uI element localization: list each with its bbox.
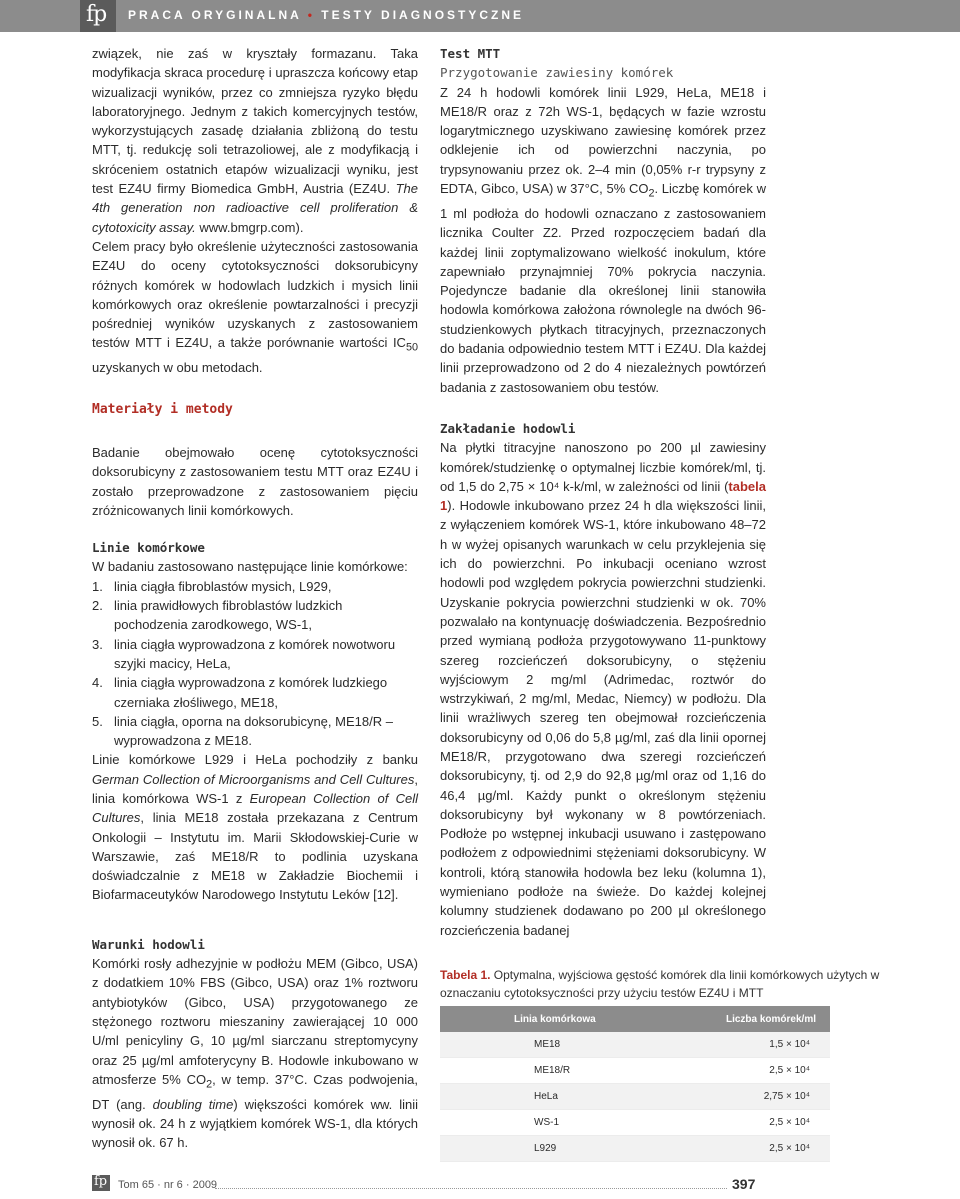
paragraph: Na płytki titracyjne nanoszono po 200 µl zawiesiny komórek/studzienkę o optymalnej liczbie komórek/ml, tj. od 1,5 do 2,75 × 10⁴ k-k/ml, w zależności od linii (tabela 1). Hodowle inkubowano przez 24 h dla większości linii, z wyłączeniem komórek WS-1, które inkubowano 48–72 h w wyżej opisanych warunkach w celu przyklejenia się ich do powierzchni. Po inkubacji oceniano wzrost hodowli pod względem pokrycia powierzchni studzienki. Uzyskanie pokrycia powierzchni studzienki w ok. 70% pozwalało na kontynuację doświadczenia. Bezpośrednio przed wymianą podłoża przygotowywano 11-punktowy szereg rozcieńczeń doksorubicyny, o stężeniu wyjściowym 2 mg/ml (Adrimedac, roztwór do wstrzykiwań, 2 mg/ml, Medac, Niemcy) w podłożu. Dla linii wrażliwych szereg ten obejmował rozcieńczenia doksorubicyny od 0,06 do 5,8 µg/ml, zaś dla linii opornej ME18/R, przygotowano dwa szeregi rozcieńczeń doksorubicyny, tj. od 2,9 do 92,8 µg/ml oraz od 1,16 do 46,4 µg/ml. Każdy punkt o określonym stężeniu doksorubicyny był wykonany w 8 powtórzeniach. Podłoże po wstępnej inkubacji usuwano i zastępowano podłożem z odpowiednimi stężeniami doksorubicyny. W kontroli, którą stanowiła hodowla bez leku (kolumna 1), wymieniano podłoże na świeże. Do każdej kolejnej kolumny studzienek dodawano po 200 µl określonego rozcieńczenia badanej [440, 440, 766, 938]
section-heading-mtt: Test MTT [440, 46, 501, 61]
page-number: 397 [732, 1176, 756, 1192]
left-column [92, 44, 418, 1153]
subheading-suspension: Przygotowanie zawiesiny komórek [440, 65, 674, 81]
paragraph: Z 24 h hodowli komórek linii L929, HeLa, ME18 i ME18/R oraz z 72h WS-1, będących w fazie wzrostu logarytmicznego uzyskiwano zawiesinę komórek przez odklejenie ich od powierzchni naczynia, po trypsynowaniu przez ok. 2–4 min (0,05% r-r trypsyny z EDTA, Gibco, USA) w 37°C, 5% $CO_2$. Liczbę komórek w 1 ml podłoża do hodowli oznaczano z zastosowaniem licznika Coulter Z2. Przed rozpoczęciem badań dla każdej linii zoptymalizowano wielkość inokulum, które zapewniało przynajmniej 70% pokrycia naczynia. Pojedyncze badanie dla określonej linii stanowiła hodowla komórkowa założona równolegle na dwóch 96-studzienkowych płytkach titracyjnych, przeznaczonych do badania odpowiednio testem MTT i EZ4U. Dla każdej linii przeprowadzono od 2 do 4 niezależnych powtórzeń badania z zastosowaniem obu testów. [440, 84, 766, 395]
table-header-row [440, 1006, 830, 1032]
column-header: Liczba komórek/ml [674, 1006, 830, 1032]
column-header: Linia komórkowa [440, 1006, 674, 1032]
table-row: ME18 1,5 × 10⁴ [440, 1032, 830, 1058]
section-heading-cell-lines: Linie komórkowe [92, 540, 205, 556]
right-column [440, 44, 766, 940]
journal-issue: Tom 65 · nr 6 · 2009 [118, 1179, 218, 1191]
list-item: 2. linia prawidłowych fibroblastów ludzkich pochodzenia zarodkowego, WS-1, [92, 598, 343, 633]
paragraph: związek, nie zaś w kryształy formazanu. Taka modyfikacja skraca procedurę i upraszcza końcowy etap wizualizacji wyników, przez co zmniejsza ryzyko błędu laboratoryjnego. Jednym z takich komercyjnych testów, wykorzystujących zasadę działania zbliżoną do testu MTT, tj. redukcję soli tetrazoliowej, ale z modyfikacją i skróceniem ostatnich etapów wizualizacji wyniku, jest test EZ4U firmy Biomedica GmbH, Austria (EZ4U. The 4th generation non radioactive cell proliferation & cytotoxicity assay. www.bmgrp.com). [92, 46, 418, 235]
section-title: PRACA ORYGINALNA • TESTY DIAGNOSTYCZNE [128, 8, 525, 22]
paragraph: W badaniu zastosowano następujące linie komórkowe: [92, 559, 408, 575]
paragraph: Celem pracy było określenie użyteczności zastosowania EZ4U do oceny cytotoksyczności doksorubicyny różnych komórek w hodowlach ludzkich i mysich linii komórkowych oraz określenie powtarzalności i precyzji pośredniej wyników uzyskanych z zastosowaniem testów MTT i EZ4U, a także porównanie wartości $IC_{50}$ uzyskanych w obu metodach. [92, 238, 418, 376]
paragraph: Komórki rosły adhezyjnie w podłożu MEM (Gibco, USA) z dodatkiem 10% FBS (Gibco, USA) oraz 1% roztworu antybiotyków (Gibco, USA) przygotowanego ze stężonego roztworu mieszaniny zawierającej 10 000 U/ml penicyliny G, 10 µg/ml siarczanu streptomycyny oraz 25 µg/ml amfoterycyny B. Hodowle inkubowano w atmosferze 5% $CO_2$, w temp. 37°C. Czas podwojenia, DT (ang. doubling time) większości komórek ww. linii wynosił ok. 24 h z wyjątkiem komórek WS-1, dla których wynosił ok. 67 h. [92, 956, 418, 1151]
section-heading-culture-conditions: Warunki hodowli [92, 936, 205, 952]
list-item: 3. linia ciągła wyprowadzona z komórek nowotworu szyjki macicy, HeLa, [92, 636, 396, 671]
paragraph: Badanie obejmowało ocenę cytotoksyczności doksorubicyny z zastosowaniem testu MTT oraz EZ4U i zostało przeprowadzone z zastosowaniem pięciu zróżnicowanych linii komórkowych. [92, 444, 418, 518]
footer-logo: fp [92, 1175, 110, 1191]
table-reference-link[interactable]: tabela 1 [440, 478, 766, 514]
journal-logo: fp [80, 0, 116, 32]
table-row: WS-1 2,5 × 10⁴ [440, 1110, 830, 1136]
paragraph: Linie komórkowe L929 i HeLa pochodziły z banku German Collection of Microorganisms and Cell Cultures, linia komórkowa WS-1 z European Collection of Cell Cultures, linia ME18 została przekazana z Centrum Onkologii – Instytutu im. Marii Skłodowskiej-Curie w Warszawie, zaś ME18/R to podlinia uzyskana doświadczalnie z ME18 w Zakładzie Biochemii i Biofarmaceutyków Narodowego Instytutu Leków [12]. [92, 752, 418, 903]
list-item: 4. linia ciągła wyprowadzona z komórek ludzkiego czerniaka złośliwego, ME18, [92, 675, 388, 710]
cell-density-table [440, 1006, 830, 1162]
section-heading-materials: Materiały i metody [92, 401, 233, 417]
subheading-seeding: Zakładanie hodowli [440, 420, 576, 436]
table-row: L929 2,5 × 10⁴ [440, 1136, 830, 1162]
footer-divider [215, 1188, 727, 1189]
table-caption: Tabela 1. Optymalna, wyjściowa gęstość komórek dla linii komórkowych użytych w oznaczaniu cytotoksyczności przy użyciu testów EZ4U i MTT [440, 968, 880, 1000]
table-row: ME18/R 2,5 × 10⁴ [440, 1058, 830, 1084]
cell-line-list [92, 577, 418, 751]
list-item: 1. linia ciągła fibroblastów mysich, L929, [92, 578, 332, 594]
running-header [0, 0, 960, 32]
list-item: 5. linia ciągła, oporna na doksorubicynę, ME18/R – wyprowadzona z ME18. [92, 713, 393, 749]
table-row: HeLa 2,75 × 10⁴ [440, 1084, 830, 1110]
